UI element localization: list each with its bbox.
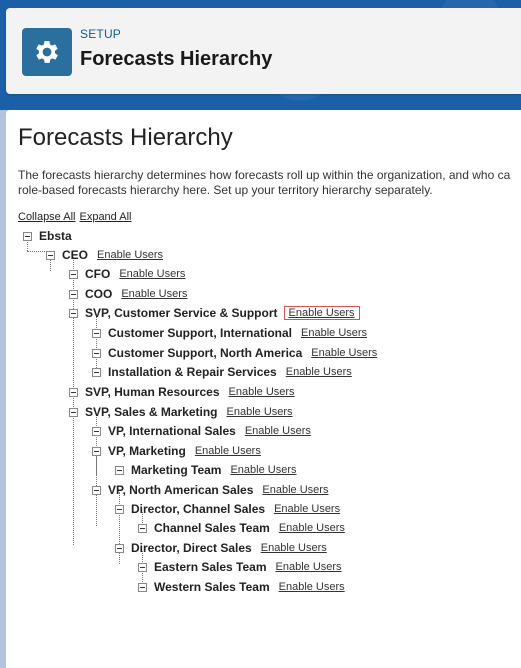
role-label: CFO (85, 267, 111, 281)
setup-header (6, 8, 521, 94)
role-label: Marketing Team (131, 463, 222, 477)
enable-users-link[interactable]: Enable Users (121, 288, 188, 300)
role-label: Installation & Repair Services (108, 365, 277, 379)
collapse-icon[interactable] (92, 368, 101, 377)
tree-node (69, 286, 187, 302)
enable-users-link[interactable]: Enable Users (244, 425, 311, 437)
tree-node (69, 305, 360, 321)
role-label: SVP, Customer Service & Support (85, 306, 278, 320)
tree-connector (27, 251, 45, 252)
collapse-icon[interactable] (69, 408, 78, 417)
collapse-icon[interactable] (115, 544, 124, 553)
role-label: COO (85, 287, 113, 301)
tree-node (46, 247, 163, 263)
enable-users-link[interactable]: Enable Users (278, 581, 345, 593)
enable-users-link[interactable]: Enable Users (119, 268, 186, 280)
role-label: Customer Support, International (108, 326, 293, 340)
tree-node (138, 559, 342, 575)
gear-icon (22, 28, 72, 76)
tree-node (92, 364, 352, 380)
description-line-1: The forecasts hierarchy determines how forecasts roll up within the organization, and who ca (18, 168, 511, 182)
enable-users-link-highlighted[interactable]: Enable Users (284, 306, 360, 320)
enable-users-link[interactable]: Enable Users (278, 522, 345, 534)
collapse-icon[interactable] (138, 583, 147, 592)
tree-node (69, 384, 295, 400)
page-title: Forecasts Hierarchy (18, 124, 233, 151)
tree-node (92, 345, 377, 361)
role-label: Director, Direct Sales (131, 541, 252, 555)
enable-users-link[interactable]: Enable Users (301, 327, 368, 339)
collapse-icon[interactable] (92, 427, 101, 436)
enable-users-link[interactable]: Enable Users (275, 561, 342, 573)
tree-node-root (23, 228, 72, 244)
collapse-icon[interactable] (115, 466, 124, 475)
role-label: Ebsta (39, 229, 72, 243)
collapse-icon[interactable] (69, 309, 78, 318)
enable-users-link[interactable]: Enable Users (274, 503, 341, 515)
role-label: CEO (62, 248, 89, 262)
collapse-icon[interactable] (69, 290, 78, 299)
tree-node (92, 443, 261, 459)
collapse-all-link[interactable]: Collapse All (18, 211, 76, 223)
enable-users-link[interactable]: Enable Users (262, 484, 329, 496)
collapse-icon[interactable] (92, 349, 101, 358)
enable-users-link[interactable]: Enable Users (260, 542, 327, 554)
role-hierarchy-tree (6, 110, 521, 668)
tree-node (115, 501, 340, 517)
role-label: VP, North American Sales (108, 483, 254, 497)
role-label: SVP, Human Resources (85, 385, 220, 399)
collapse-icon[interactable] (92, 329, 101, 338)
tree-node (92, 482, 328, 498)
collapse-icon[interactable] (115, 505, 124, 514)
role-label: Director, Channel Sales (131, 502, 266, 516)
enable-users-link[interactable]: Enable Users (194, 445, 261, 457)
enable-users-link[interactable]: Enable Users (311, 347, 378, 359)
collapse-icon[interactable] (69, 388, 78, 397)
enable-users-link[interactable]: Enable Users (228, 386, 295, 398)
header-title: Forecasts Hierarchy (80, 48, 273, 70)
role-label: Channel Sales Team (154, 521, 270, 535)
enable-users-link[interactable]: Enable Users (226, 406, 293, 418)
tree-node (92, 423, 311, 439)
description-line-2: role-based forecasts hierarchy here. Set up your territory hierarchy separately. (18, 183, 433, 197)
role-label: Eastern Sales Team (154, 560, 267, 574)
collapse-icon[interactable] (46, 251, 55, 260)
tree-node (69, 266, 185, 282)
tree-node (92, 325, 367, 341)
content-panel (6, 110, 521, 668)
collapse-icon[interactable] (138, 563, 147, 572)
collapse-icon[interactable] (69, 270, 78, 279)
role-label: Western Sales Team (154, 580, 270, 594)
tree-node (115, 540, 327, 556)
enable-users-link[interactable]: Enable Users (97, 249, 164, 261)
tree-node (69, 404, 293, 420)
enable-users-link[interactable]: Enable Users (285, 366, 352, 378)
role-label: Customer Support, North America (108, 346, 303, 360)
tree-node (138, 579, 345, 595)
expand-all-link[interactable]: Expand All (79, 211, 132, 223)
collapse-icon[interactable] (92, 486, 101, 495)
tree-node (115, 462, 297, 478)
role-label: SVP, Sales & Marketing (85, 405, 218, 419)
collapse-icon[interactable] (23, 232, 32, 241)
role-label: VP, Marketing (108, 444, 186, 458)
collapse-icon[interactable] (138, 524, 147, 533)
collapse-icon[interactable] (92, 447, 101, 456)
tree-node (138, 520, 345, 536)
breadcrumb-setup: SETUP (80, 27, 122, 41)
enable-users-link[interactable]: Enable Users (230, 464, 297, 476)
role-label: VP, International Sales (108, 424, 236, 438)
